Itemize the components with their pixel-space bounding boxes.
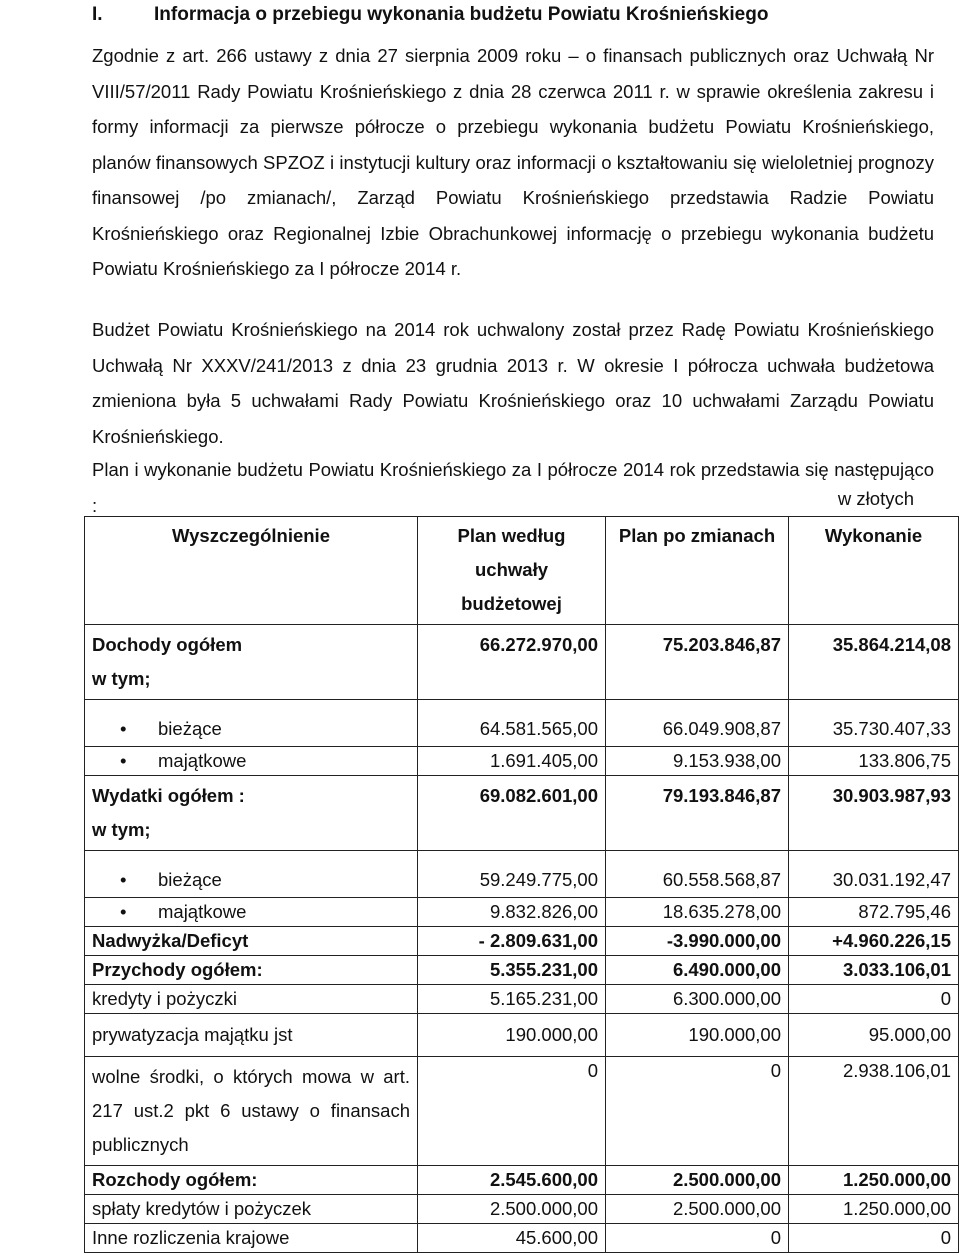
cell-plan: 0	[418, 1057, 606, 1166]
table-header-row	[85, 517, 959, 625]
paragraph-legal-basis: Zgodnie z art. 266 ustawy z dnia 27 sierpnia 2009 roku – o finansach publicznych oraz Uchwałą Nr VIII/57/2011 Rady Powiatu Krośnieńskiego z dnia 28 czerwca 2011 r. w sprawie określenia zakresu i formy informacji za pierwsze półrocze o przebiegu wykonania budżetu Powiatu Krośnieńskiego, planów finansowych SPZOZ i instytucji kultury oraz informacji o kształtowaniu się wieloletniej prognozy finansowej /po zmianach/, Zarząd Powiatu Krośnieńskiego przedstawia Radzie Powiatu Krośnieńskiego oraz Regionalnej Izbie Obrachunkowej informację o przebiegu wykonania budżetu Powiatu Krośnieńskiego za I półrocze 2014 r.	[92, 45, 934, 279]
cell-plan: 66.272.970,00	[418, 625, 606, 700]
row-label: spłaty kredytów i pożyczek	[85, 1195, 418, 1224]
cell-plan: 59.249.775,00	[418, 851, 606, 898]
cell-plan: 9.832.826,00	[418, 898, 606, 927]
cell-plan-amended: 2.500.000,00	[606, 1166, 789, 1195]
bullet-icon	[92, 750, 158, 772]
cell-execution: 133.806,75	[789, 747, 959, 776]
row-label: wolne środki, o których mowa w art. 217 ust.2 pkt 6 ustawy o finansach publicznych	[85, 1057, 418, 1166]
cell-plan: 69.082.601,00	[418, 776, 606, 851]
table-row	[85, 700, 959, 747]
table-row	[85, 985, 959, 1014]
cell-plan: 45.600,00	[418, 1224, 606, 1253]
cell-plan-amended: 0	[606, 1057, 789, 1166]
row-label: prywatyzacja majątku jst	[85, 1014, 418, 1057]
cell-execution: 35.864.214,08	[789, 625, 959, 700]
cell-plan-amended: 190.000,00	[606, 1014, 789, 1057]
table-row	[85, 776, 959, 851]
row-sublabel: w tym;	[92, 819, 151, 840]
cell-execution: 1.250.000,00	[789, 1166, 959, 1195]
bullet-icon	[92, 718, 158, 740]
unit-note: w złotych	[837, 488, 914, 509]
table-row	[85, 851, 959, 898]
table-row	[85, 927, 959, 956]
row-label: Rozchody ogółem:	[85, 1166, 418, 1195]
paragraph-table-intro: Plan i wykonanie budżetu Powiatu Krośnieńskiego za I półrocze 2014 rok przedstawia się następująco :	[92, 459, 934, 516]
cell-plan-amended: 66.049.908,87	[606, 700, 789, 747]
cell-plan: 5.165.231,00	[418, 985, 606, 1014]
row-label: bieżące	[158, 869, 222, 890]
header-execution: Wykonanie	[789, 517, 959, 625]
cell-plan: 1.691.405,00	[418, 747, 606, 776]
row-label: majątkowe	[158, 901, 247, 922]
cell-plan: 2.545.600,00	[418, 1166, 606, 1195]
cell-plan-amended: 0	[606, 1224, 789, 1253]
budget-table	[84, 516, 959, 1253]
row-label: Wydatki ogółem :	[92, 785, 245, 806]
cell-plan: 5.355.231,00	[418, 956, 606, 985]
cell-execution: 1.250.000,00	[789, 1195, 959, 1224]
row-label: bieżące	[158, 718, 222, 739]
row-label: Nadwyżka/Deficyt	[85, 927, 418, 956]
row-label: majątkowe	[158, 750, 247, 771]
cell-execution: 2.938.106,01	[789, 1057, 959, 1166]
row-label: kredyty i pożyczki	[85, 985, 418, 1014]
header-description: Wyszczególnienie	[85, 517, 418, 625]
cell-plan-amended: 79.193.846,87	[606, 776, 789, 851]
cell-plan: 190.000,00	[418, 1014, 606, 1057]
paragraph-budget-adoption: Budżet Powiatu Krośnieńskiego na 2014 rok uchwalony został przez Radę Powiatu Krośnieńskiego Uchwałą Nr XXXV/241/2013 z dnia 23 grudnia 2013 r. W okresie I półrocza uchwała budżetowa zmieniona była 5 uchwałami Rady Powiatu Krośnieńskiego oraz 10 uchwałami Zarządu Powiatu Krośnieńskiego.	[92, 319, 934, 447]
table-row	[85, 956, 959, 985]
cell-plan-amended: 9.153.938,00	[606, 747, 789, 776]
cell-execution: 30.903.987,93	[789, 776, 959, 851]
row-label: Inne rozliczenia krajowe	[85, 1224, 418, 1253]
table-row	[85, 1057, 959, 1166]
section-title: Informacja o przebiegu wykonania budżetu Powiatu Krośnieńskiego	[154, 4, 769, 25]
bullet-icon	[92, 901, 158, 923]
cell-plan-amended: 6.300.000,00	[606, 985, 789, 1014]
cell-execution: 35.730.407,33	[789, 700, 959, 747]
cell-plan-amended: 6.490.000,00	[606, 956, 789, 985]
header-plan-initial: Plan według uchwały budżetowej	[418, 517, 606, 625]
section-heading	[92, 4, 768, 26]
cell-plan: 64.581.565,00	[418, 700, 606, 747]
table-row	[85, 1166, 959, 1195]
row-label: Przychody ogółem:	[85, 956, 418, 985]
cell-plan-amended: 60.558.568,87	[606, 851, 789, 898]
cell-plan-amended: -3.990.000,00	[606, 927, 789, 956]
cell-plan-amended: 2.500.000,00	[606, 1195, 789, 1224]
cell-plan-amended: 75.203.846,87	[606, 625, 789, 700]
cell-plan-amended: 18.635.278,00	[606, 898, 789, 927]
table-row	[85, 1014, 959, 1057]
table-row	[85, 747, 959, 776]
cell-execution: 30.031.192,47	[789, 851, 959, 898]
table-row	[85, 1224, 959, 1253]
table-row	[85, 1195, 959, 1224]
cell-execution: 872.795,46	[789, 898, 959, 927]
section-number: I.	[92, 4, 103, 25]
cell-plan: 2.500.000,00	[418, 1195, 606, 1224]
cell-execution: +4.960.226,15	[789, 927, 959, 956]
row-label: Dochody ogółem	[92, 634, 243, 655]
row-sublabel: w tym;	[92, 668, 151, 689]
table-row	[85, 625, 959, 700]
cell-execution: 0	[789, 985, 959, 1014]
table-row	[85, 898, 959, 927]
cell-execution: 3.033.106,01	[789, 956, 959, 985]
header-plan-amended: Plan po zmianach	[606, 517, 789, 625]
bullet-icon	[92, 869, 158, 891]
cell-plan: - 2.809.631,00	[418, 927, 606, 956]
cell-execution: 0	[789, 1224, 959, 1253]
cell-execution: 95.000,00	[789, 1014, 959, 1057]
